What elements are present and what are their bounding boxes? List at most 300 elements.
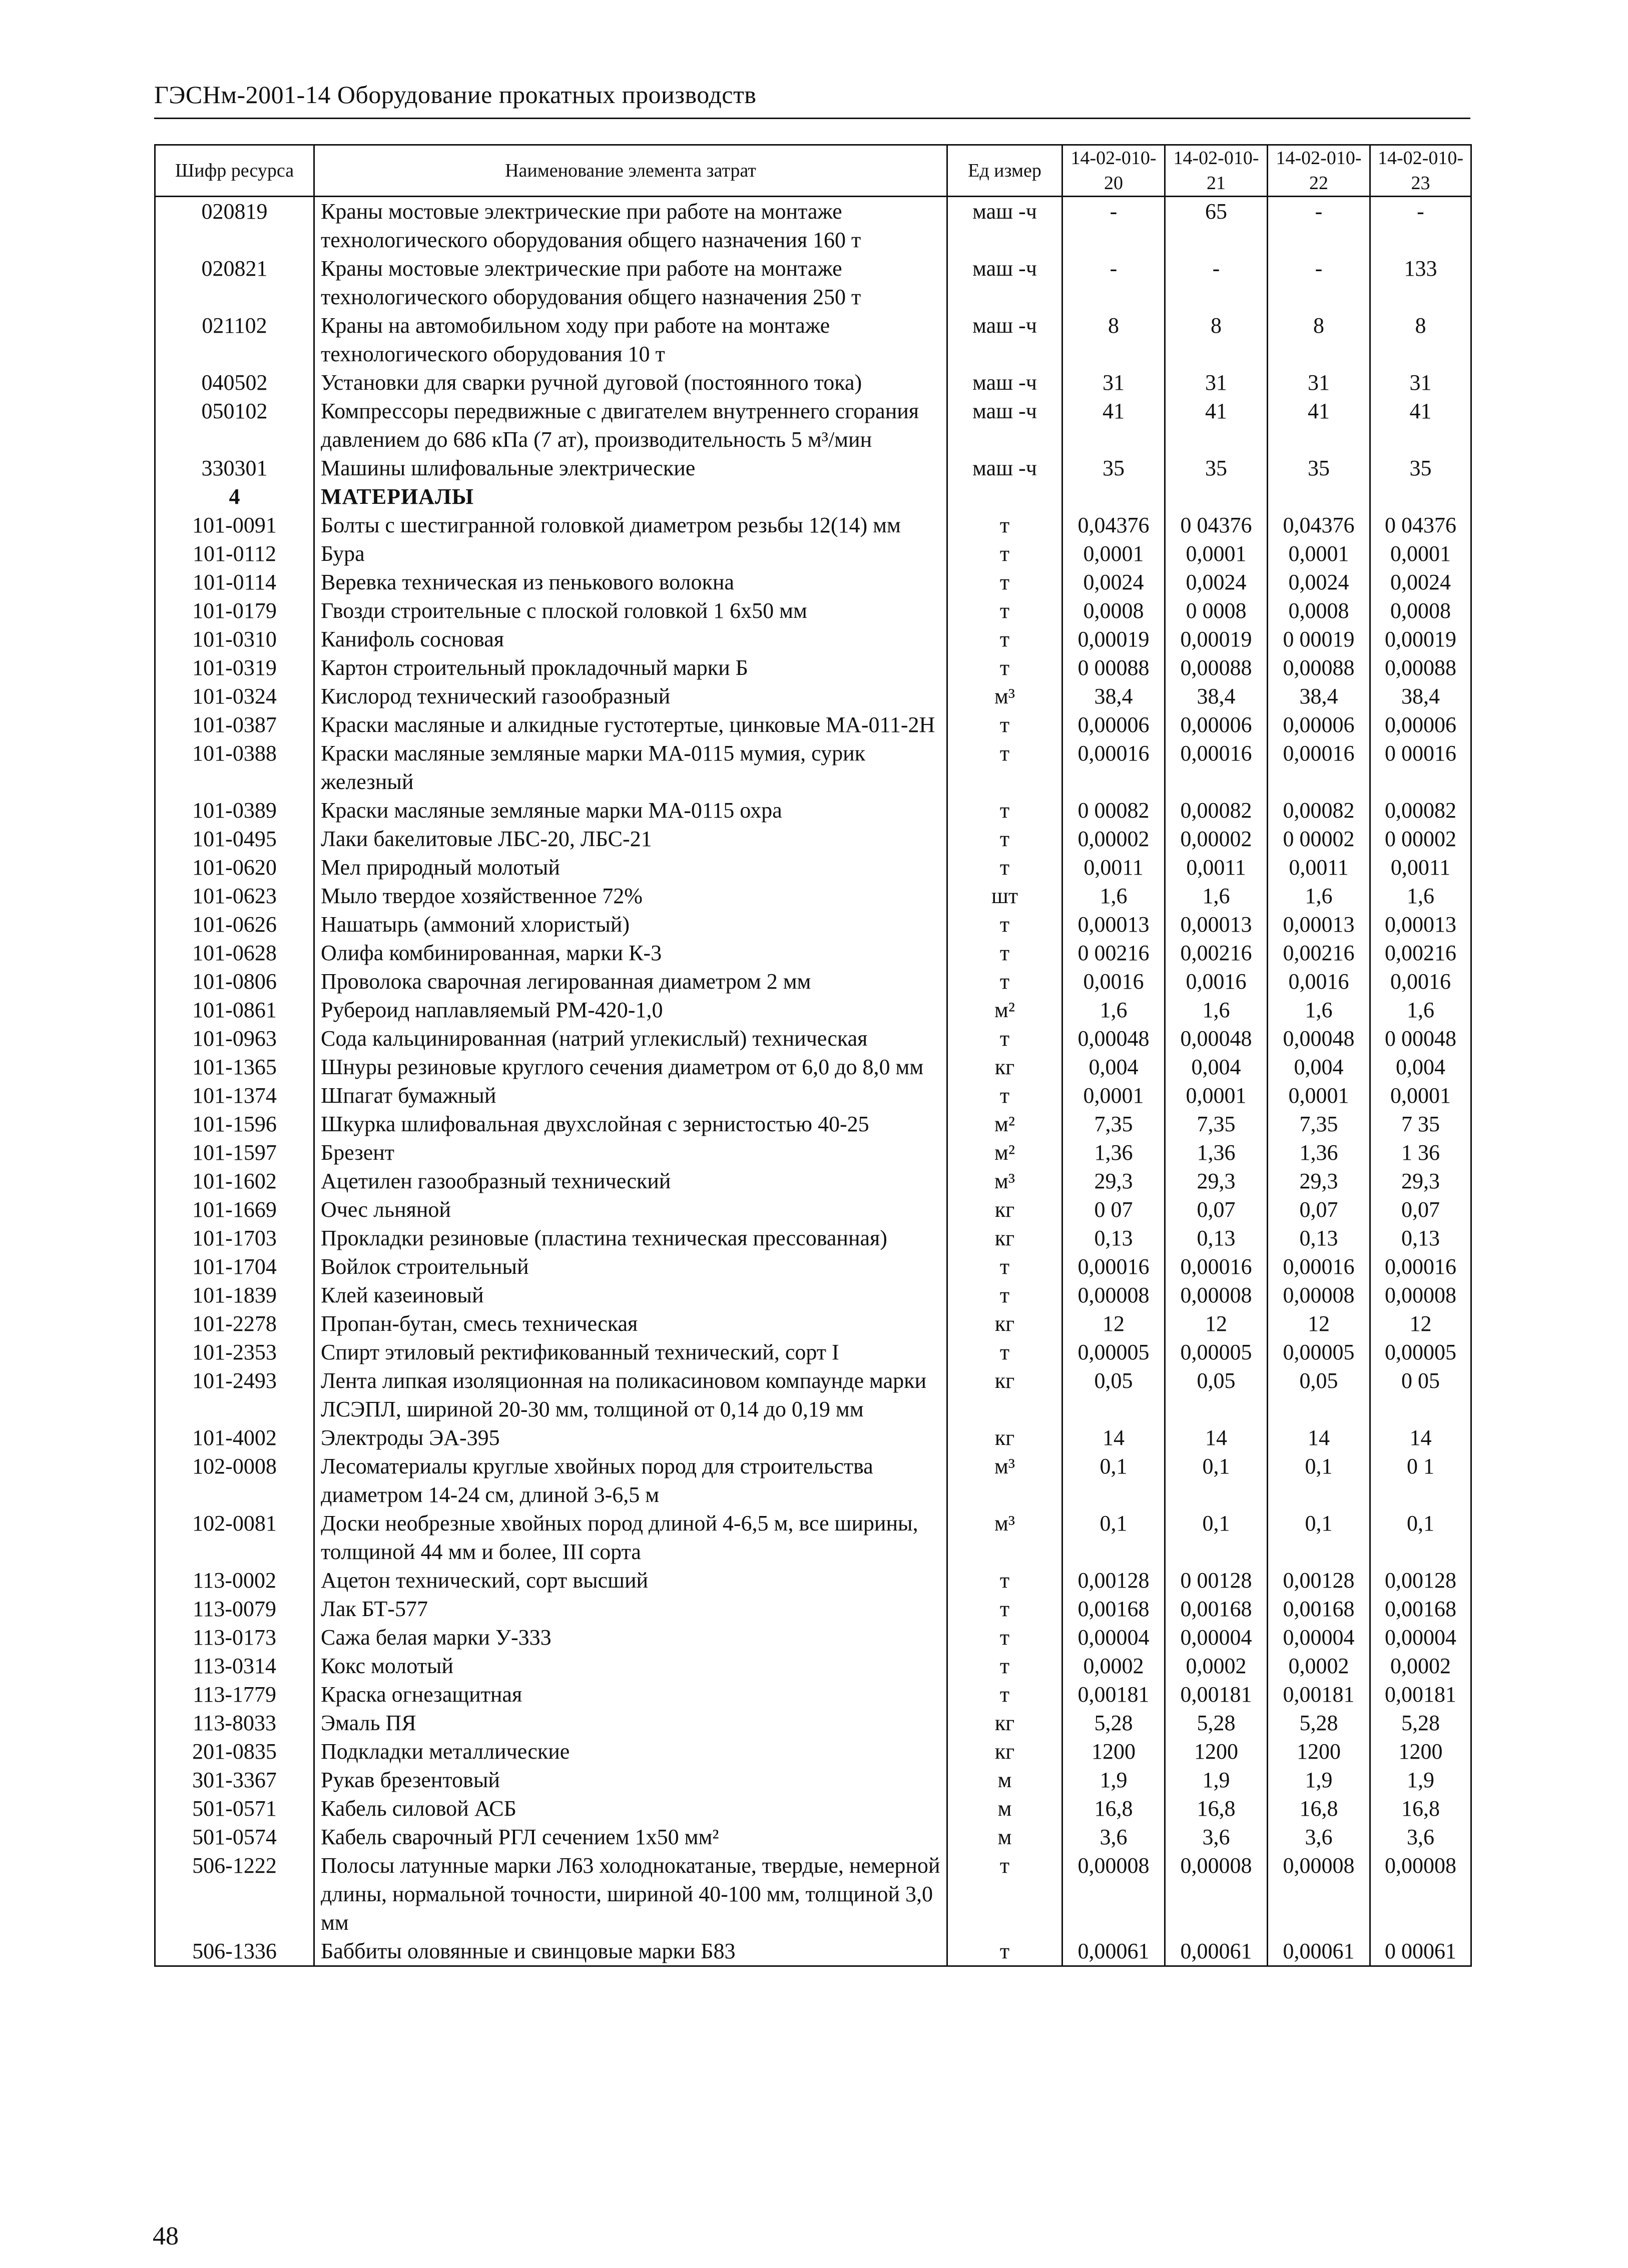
table-row	[155, 1423, 1471, 1452]
cell-code: 101-2353	[155, 1338, 314, 1366]
cell-code: 101-0963	[155, 1024, 314, 1053]
cell-c1: 0,04376	[1062, 511, 1165, 539]
table-row	[155, 1195, 1471, 1224]
table-row	[155, 653, 1471, 682]
cell-c3: 0,00008	[1268, 1281, 1370, 1309]
cell-c2: 0,00006	[1165, 710, 1268, 739]
table-row	[155, 454, 1471, 482]
table-row	[155, 796, 1471, 825]
cell-c2: -	[1165, 254, 1268, 311]
table-row	[155, 739, 1471, 796]
cell-c3: 0,0011	[1268, 853, 1370, 882]
cell-c4: 3,6	[1370, 1823, 1471, 1851]
cell-c3: 0,00013	[1268, 910, 1370, 939]
cell-c1: 0,00048	[1062, 1024, 1165, 1053]
cell-code: 101-0861	[155, 996, 314, 1024]
table-row	[155, 1309, 1471, 1338]
cell-unit: т	[947, 939, 1062, 967]
cell-c2: 1,6	[1165, 996, 1268, 1024]
cell-c3: 0,1	[1268, 1452, 1370, 1509]
cell-c3: 0,00016	[1268, 739, 1370, 796]
cell-name: Компрессоры передвижные с двигателем внутреннего сгорания давлением до 686 кПа (7 ат), производительность 5 м³/мин	[314, 397, 947, 454]
cell-unit: т	[947, 853, 1062, 882]
table-row	[155, 1224, 1471, 1252]
cell-name: Сода кальцинированная (натрий углекислый) техническая	[314, 1024, 947, 1053]
cell-name: Краны на автомобильном ходу при работе на монтаже технологического оборудования 10 т	[314, 311, 947, 368]
cell-c2: 7,35	[1165, 1110, 1268, 1138]
cell-c2: 12	[1165, 1309, 1268, 1338]
cell-unit: т	[947, 653, 1062, 682]
cell-c4: 0 1	[1370, 1452, 1471, 1509]
cell-code: 101-0620	[155, 853, 314, 882]
cell-code: 113-1779	[155, 1680, 314, 1709]
cell-name: Кокс молотый	[314, 1652, 947, 1680]
cell-c2	[1165, 482, 1268, 511]
cell-c3: 0,00004	[1268, 1623, 1370, 1652]
cell-name: Кабель сварочный РГЛ сечением 1х50 мм²	[314, 1823, 947, 1851]
cell-code: 020819	[155, 197, 314, 255]
cell-c3: 0,00181	[1268, 1680, 1370, 1709]
table-row	[155, 1024, 1471, 1053]
cell-code: 101-0091	[155, 511, 314, 539]
table-row	[155, 939, 1471, 967]
cell-c1: 1,6	[1062, 996, 1165, 1024]
cell-c2: 0 00128	[1165, 1566, 1268, 1595]
table-row	[155, 910, 1471, 939]
cell-c4: 0 00048	[1370, 1024, 1471, 1053]
cell-unit: т	[947, 1252, 1062, 1281]
cell-code: 101-2278	[155, 1309, 314, 1338]
cell-c2: 0,0016	[1165, 967, 1268, 996]
cell-unit: маш -ч	[947, 397, 1062, 454]
cell-c2: 0,004	[1165, 1053, 1268, 1081]
cell-name: Очес льняной	[314, 1195, 947, 1224]
cell-code: 101-0388	[155, 739, 314, 796]
cell-c4: 0,00216	[1370, 939, 1471, 967]
cell-code: 040502	[155, 368, 314, 397]
cell-code: 501-0571	[155, 1794, 314, 1823]
cell-unit: шт	[947, 882, 1062, 910]
cell-name: Кислород технический газообразный	[314, 682, 947, 710]
cell-c3: 7,35	[1268, 1110, 1370, 1138]
table-row	[155, 1737, 1471, 1766]
cell-unit: т	[947, 1081, 1062, 1110]
cell-c2: 0,00088	[1165, 653, 1268, 682]
cell-code: 113-0173	[155, 1623, 314, 1652]
cell-unit: маш -ч	[947, 368, 1062, 397]
cell-unit: т	[947, 739, 1062, 796]
cell-c2: 1200	[1165, 1737, 1268, 1766]
cell-c3: 0,0008	[1268, 596, 1370, 625]
cell-c4: 133	[1370, 254, 1471, 311]
cell-code: 101-0319	[155, 653, 314, 682]
table-row	[155, 1680, 1471, 1709]
cell-c2: 0,00181	[1165, 1680, 1268, 1709]
cell-c3: 0,00005	[1268, 1338, 1370, 1366]
table-row	[155, 1281, 1471, 1309]
cell-name: Краски масляные земляные марки МА-0115 мумия, сурик железный	[314, 739, 947, 796]
cell-unit: т	[947, 825, 1062, 853]
cell-c4: 0 00016	[1370, 739, 1471, 796]
cell-c2: 0,0011	[1165, 853, 1268, 882]
cell-unit: т	[947, 1595, 1062, 1623]
table-row	[155, 1338, 1471, 1366]
cell-unit: т	[947, 1937, 1062, 1966]
cell-code: 301-3367	[155, 1766, 314, 1794]
cell-c3: 0,00006	[1268, 710, 1370, 739]
cell-c1: 41	[1062, 397, 1165, 454]
cell-c4: 12	[1370, 1309, 1471, 1338]
cell-code: 101-0806	[155, 967, 314, 996]
cell-c2: 3,6	[1165, 1823, 1268, 1851]
table-row	[155, 1851, 1471, 1937]
cell-c2: 0,0001	[1165, 539, 1268, 568]
page-header: ГЭСНм-2001-14 Оборудование прокатных производств	[154, 81, 757, 109]
cell-c2: 0,13	[1165, 1224, 1268, 1252]
cell-c3: 0,00008	[1268, 1851, 1370, 1937]
cell-c1: 0 00216	[1062, 939, 1165, 967]
cell-c2: 0,00061	[1165, 1937, 1268, 1966]
cell-c3: 0,00216	[1268, 939, 1370, 967]
cell-code: 101-0179	[155, 596, 314, 625]
cell-c2: 0,00048	[1165, 1024, 1268, 1053]
cell-unit: т	[947, 1024, 1062, 1053]
column-header-code: Шифр ресурса	[155, 145, 314, 197]
cell-c1: 0,1	[1062, 1452, 1165, 1509]
cell-name: Ацетилен газообразный технический	[314, 1167, 947, 1195]
cell-code: 101-1703	[155, 1224, 314, 1252]
cell-code: 101-1839	[155, 1281, 314, 1309]
cell-name: Мыло твердое хозяйственное 72%	[314, 882, 947, 910]
cell-unit: т	[947, 710, 1062, 739]
cell-c4: 0,00128	[1370, 1566, 1471, 1595]
cell-name: Краны мостовые электрические при работе на монтаже технологического оборудования общего назначения 160 т	[314, 197, 947, 255]
cell-c3: 1200	[1268, 1737, 1370, 1766]
cell-c1: 0,0001	[1062, 539, 1165, 568]
cell-unit: т	[947, 596, 1062, 625]
table-row	[155, 1452, 1471, 1509]
table-row	[155, 1766, 1471, 1794]
table-row	[155, 368, 1471, 397]
cell-c4: 0,00006	[1370, 710, 1471, 739]
cell-name: МАТЕРИАЛЫ	[314, 482, 947, 511]
cell-c1: -	[1062, 254, 1165, 311]
cell-unit: маш -ч	[947, 197, 1062, 255]
header-rule	[154, 118, 1470, 119]
cell-name: Прокладки резиновые (пластина техническая прессованная)	[314, 1224, 947, 1252]
cell-name: Краны мостовые электрические при работе на монтаже технологического оборудования общего назначения 250 т	[314, 254, 947, 311]
table-row	[155, 625, 1471, 653]
cell-c2: 0,00005	[1165, 1338, 1268, 1366]
cell-code: 020821	[155, 254, 314, 311]
cell-unit: м³	[947, 1167, 1062, 1195]
cell-code: 501-0574	[155, 1823, 314, 1851]
cell-c3: 0,0002	[1268, 1652, 1370, 1680]
cell-name: Краски масляные и алкидные густотертые, цинковые МА-011-2Н	[314, 710, 947, 739]
cell-c3: 0,00088	[1268, 653, 1370, 682]
table-row	[155, 568, 1471, 596]
cell-c1: 0,00008	[1062, 1281, 1165, 1309]
cell-c4: 0,00019	[1370, 625, 1471, 653]
cell-name: Шпагат бумажный	[314, 1081, 947, 1110]
cell-code: 101-1669	[155, 1195, 314, 1224]
cell-c1: 0,05	[1062, 1366, 1165, 1423]
cell-c3: 0,13	[1268, 1224, 1370, 1252]
cell-c3: 0,00082	[1268, 796, 1370, 825]
cell-c3: 0,07	[1268, 1195, 1370, 1224]
cell-unit: м³	[947, 1452, 1062, 1509]
cell-c4: 0,00005	[1370, 1338, 1471, 1366]
cell-unit: т	[947, 1338, 1062, 1366]
cell-c3: 0,00128	[1268, 1566, 1370, 1595]
cell-c1: 0,0016	[1062, 967, 1165, 996]
cell-code: 101-0495	[155, 825, 314, 853]
cell-c3: 29,3	[1268, 1167, 1370, 1195]
column-header-c4: 14-02-010-23	[1370, 145, 1471, 197]
cell-unit: кг	[947, 1737, 1062, 1766]
cell-name: Брезент	[314, 1138, 947, 1167]
cell-name: Лак БТ-577	[314, 1595, 947, 1623]
cell-c4: 0 00061	[1370, 1937, 1471, 1966]
cell-name: Болты с шестигранной головкой диаметром резьбы 12(14) мм	[314, 511, 947, 539]
cell-unit: маш -ч	[947, 454, 1062, 482]
cell-c1: 0,0008	[1062, 596, 1165, 625]
cell-c4: -	[1370, 197, 1471, 255]
cell-c4: 5,28	[1370, 1709, 1471, 1737]
cell-c1: 29,3	[1062, 1167, 1165, 1195]
cell-name: Бура	[314, 539, 947, 568]
cell-unit: кг	[947, 1309, 1062, 1338]
cell-c1: 0,00006	[1062, 710, 1165, 739]
cell-unit: м	[947, 1794, 1062, 1823]
cell-code: 506-1222	[155, 1851, 314, 1937]
cell-code: 101-1596	[155, 1110, 314, 1138]
cell-name: Кабель силовой АСБ	[314, 1794, 947, 1823]
cell-c4: 1,6	[1370, 882, 1471, 910]
cell-name: Рукав брезентовый	[314, 1766, 947, 1794]
cell-c2: 0 0008	[1165, 596, 1268, 625]
table-row	[155, 682, 1471, 710]
cell-unit: кг	[947, 1195, 1062, 1224]
cell-c1: 5,28	[1062, 1709, 1165, 1737]
cell-unit: м	[947, 1823, 1062, 1851]
table-row	[155, 511, 1471, 539]
table-row	[155, 1366, 1471, 1423]
cell-c1: 1200	[1062, 1737, 1165, 1766]
cell-c4: 35	[1370, 454, 1471, 482]
cell-c1: 0,0024	[1062, 568, 1165, 596]
cell-c2: 16,8	[1165, 1794, 1268, 1823]
cell-c1: 1,36	[1062, 1138, 1165, 1167]
cell-unit: т	[947, 910, 1062, 939]
cell-c1: 0,00128	[1062, 1566, 1165, 1595]
cell-name: Электроды ЭА-395	[314, 1423, 947, 1452]
cell-name: Картон строительный прокладочный марки Б	[314, 653, 947, 682]
cell-c1: 0,00181	[1062, 1680, 1165, 1709]
cell-c4: 0,0008	[1370, 596, 1471, 625]
cell-c2: 0,05	[1165, 1366, 1268, 1423]
cell-code: 101-0387	[155, 710, 314, 739]
cell-c2: 0,1	[1165, 1452, 1268, 1509]
cell-c1: 16,8	[1062, 1794, 1165, 1823]
cell-code: 101-2493	[155, 1366, 314, 1423]
cell-c2: 29,3	[1165, 1167, 1268, 1195]
cell-c4: 0,004	[1370, 1053, 1471, 1081]
cell-c3: 0,0001	[1268, 1081, 1370, 1110]
table-row	[155, 1595, 1471, 1623]
table-header-row	[155, 145, 1471, 197]
cell-c3: -	[1268, 197, 1370, 255]
table-row	[155, 596, 1471, 625]
cell-c2: 0,00016	[1165, 739, 1268, 796]
cell-c4: 0,0002	[1370, 1652, 1471, 1680]
cell-name: Клей казеиновый	[314, 1281, 947, 1309]
cell-code: 101-1374	[155, 1081, 314, 1110]
cell-unit: кг	[947, 1366, 1062, 1423]
cell-c1: 0,13	[1062, 1224, 1165, 1252]
cell-c4: 0,0001	[1370, 1081, 1471, 1110]
cell-c2: 31	[1165, 368, 1268, 397]
cell-c1: 0,0011	[1062, 853, 1165, 882]
cell-c2: 35	[1165, 454, 1268, 482]
cell-unit: м²	[947, 1110, 1062, 1138]
table-row	[155, 1509, 1471, 1566]
cell-name: Нашатырь (аммоний хлористый)	[314, 910, 947, 939]
column-header-c3: 14-02-010-22	[1268, 145, 1370, 197]
cell-c3: 1,6	[1268, 996, 1370, 1024]
cell-code: 101-1602	[155, 1167, 314, 1195]
cell-c1: 0,0001	[1062, 1081, 1165, 1110]
cell-name: Лента липкая изоляционная на поликасиновом компаунде марки ЛСЭПЛ, шириной 20-30 мм, толщиной от 0,14 до 0,19 мм	[314, 1366, 947, 1423]
cell-unit: т	[947, 796, 1062, 825]
cell-c4: 41	[1370, 397, 1471, 454]
cell-c2: 0 04376	[1165, 511, 1268, 539]
cell-c4: 0,00008	[1370, 1281, 1471, 1309]
cell-c4: 0,00088	[1370, 653, 1471, 682]
cell-name: Олифа комбинированная, марки К-3	[314, 939, 947, 967]
table-row	[155, 1081, 1471, 1110]
cell-c2: 0,0002	[1165, 1652, 1268, 1680]
cell-unit: т	[947, 1623, 1062, 1652]
cell-c3: 0 00019	[1268, 625, 1370, 653]
cell-c2: 0,00004	[1165, 1623, 1268, 1652]
cell-c4: 0 04376	[1370, 511, 1471, 539]
cell-name: Рубероид наплавляемый РМ-420-1,0	[314, 996, 947, 1024]
cell-c3: 0,00016	[1268, 1252, 1370, 1281]
cell-c2: 0,00002	[1165, 825, 1268, 853]
cell-c4: 0,0011	[1370, 853, 1471, 882]
cell-c3: 1,9	[1268, 1766, 1370, 1794]
table-row	[155, 1167, 1471, 1195]
cell-code: 113-0002	[155, 1566, 314, 1595]
cell-c1: 38,4	[1062, 682, 1165, 710]
cell-unit: кг	[947, 1423, 1062, 1452]
cell-unit: т	[947, 511, 1062, 539]
cell-code: 101-1365	[155, 1053, 314, 1081]
table-row	[155, 882, 1471, 910]
table-row	[155, 1823, 1471, 1851]
cell-c3: 0,1	[1268, 1509, 1370, 1566]
cell-c2: 8	[1165, 311, 1268, 368]
cell-code: 101-0310	[155, 625, 314, 653]
cell-c4: 0,00168	[1370, 1595, 1471, 1623]
cell-c3: 38,4	[1268, 682, 1370, 710]
cell-name: Доски необрезные хвойных пород длиной 4-6,5 м, все ширины, толщиной 44 мм и более, III сорта	[314, 1509, 947, 1566]
cell-c4: 0,0001	[1370, 539, 1471, 568]
cell-code: 101-1704	[155, 1252, 314, 1281]
table-row	[155, 996, 1471, 1024]
cell-c4: 0,0024	[1370, 568, 1471, 596]
cell-c4	[1370, 482, 1471, 511]
cell-c3: 14	[1268, 1423, 1370, 1452]
cell-name: Баббиты оловянные и свинцовые марки Б83	[314, 1937, 947, 1966]
cell-c2: 0,00016	[1165, 1252, 1268, 1281]
cell-name: Войлок строительный	[314, 1252, 947, 1281]
cell-c3: -	[1268, 254, 1370, 311]
cell-code: 101-0623	[155, 882, 314, 910]
cell-c3: 0,05	[1268, 1366, 1370, 1423]
cell-c4: 0,13	[1370, 1224, 1471, 1252]
cell-code: 101-4002	[155, 1423, 314, 1452]
cell-name: Лесоматериалы круглые хвойных пород для строительства диаметром 14-24 см, длиной 3-6,5 м	[314, 1452, 947, 1509]
table-row	[155, 967, 1471, 996]
cell-c4: 1,9	[1370, 1766, 1471, 1794]
cell-code: 102-0008	[155, 1452, 314, 1509]
cell-c1: 0,004	[1062, 1053, 1165, 1081]
cell-c1: 1,9	[1062, 1766, 1165, 1794]
cell-c3	[1268, 482, 1370, 511]
cell-c4: 16,8	[1370, 1794, 1471, 1823]
cell-name: Полосы латунные марки Л63 холоднокатаные, твердые, немерной длины, нормальной точности, шириной 40-100 мм, толщиной 3,0 мм	[314, 1851, 947, 1937]
cell-name: Шкурка шлифовальная двухслойная с зернистостью 40-25	[314, 1110, 947, 1138]
cell-c1	[1062, 482, 1165, 511]
cell-unit: м²	[947, 996, 1062, 1024]
page-number: 48	[153, 2222, 179, 2250]
cell-c4: 14	[1370, 1423, 1471, 1452]
cell-name: Веревка техническая из пенькового волокна	[314, 568, 947, 596]
cell-c3: 0,00168	[1268, 1595, 1370, 1623]
cell-unit: т	[947, 1652, 1062, 1680]
cell-c1: 0,00008	[1062, 1851, 1165, 1937]
table-row	[155, 1623, 1471, 1652]
column-header-c1: 14-02-010-20	[1062, 145, 1165, 197]
cell-code: 506-1336	[155, 1937, 314, 1966]
table-row	[155, 825, 1471, 853]
table-row	[155, 1252, 1471, 1281]
cell-name: Краски масляные земляные марки МА-0115 охра	[314, 796, 947, 825]
table-row	[155, 710, 1471, 739]
cell-name: Эмаль ПЯ	[314, 1709, 947, 1737]
cell-unit: кг	[947, 1709, 1062, 1737]
resource-table	[154, 144, 1472, 1967]
section-row	[155, 482, 1471, 511]
cell-code: 050102	[155, 397, 314, 454]
table-body	[155, 197, 1471, 1966]
cell-c1: 0,00061	[1062, 1937, 1165, 1966]
cell-c2: 1,6	[1165, 882, 1268, 910]
cell-c1: 3,6	[1062, 1823, 1165, 1851]
cell-c3: 8	[1268, 311, 1370, 368]
cell-c3: 1,6	[1268, 882, 1370, 910]
cell-c3: 0,0001	[1268, 539, 1370, 568]
cell-code: 4	[155, 482, 314, 511]
cell-c1: 0,0002	[1062, 1652, 1165, 1680]
column-header-name: Наименование элемента затрат	[314, 145, 947, 197]
cell-c3: 35	[1268, 454, 1370, 482]
cell-c1: 31	[1062, 368, 1165, 397]
cell-c1: -	[1062, 197, 1165, 255]
cell-c2: 65	[1165, 197, 1268, 255]
